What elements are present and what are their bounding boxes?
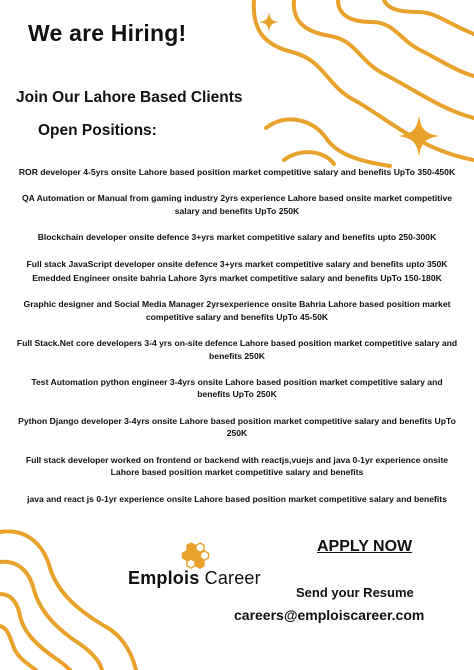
position-item: Full stack JavaScript developer onsite defence 3+yrs market competitive salary and benefits upto 350K [26,258,448,269]
position-item: Full stack developer worked on frontend or backend with reactjs,vuejs and java 0-1yr experience onsite Lahore based position market competitive salary and benefits [25,454,449,478]
positions-list [14,166,460,505]
four-point-star-icon [259,12,279,32]
position-item: Blockchain developer onsite defence 3+yrs market competitive salary and benefits upto 250-300K [37,232,437,243]
contact-email-link[interactable]: careers@emploiscareer.com [234,607,425,623]
position-item: Emedded Engineer onsite bahria Lahore 3yrs market competitive salary and benefits UpTo 150-180K [32,273,442,284]
position-item: ROR developer 4-5yrs onsite Lahore based position market competitive salary and benefits UpTo 350-450K [18,167,456,177]
positions-heading: Open Positions: [38,122,157,139]
brand-name-primary: Emplois [128,568,200,588]
hexagon-cluster-logo-icon [180,542,214,570]
brand-name [128,568,261,589]
page-title: We are Hiring! [28,20,187,46]
apply-now-link[interactable]: APPLY NOW [317,538,413,555]
position-item: QA Automation or Manual from gaming industry 2yrs experience Lahore based onsite market competitive salary and benefits UpTo 250K [21,193,453,216]
topo-swirl-bottom-left [0,520,140,670]
position-item: Full Stack.Net core developers 3-4 yrs on-site defence Lahore based position market competitive salary and benefits 250K [16,338,458,361]
four-point-star-icon [398,115,440,157]
position-item: java and react js 0-1yr experience onsite Lahore based position market competitive salary and benefits [27,493,447,504]
brand-name-secondary: Career [199,568,261,588]
send-resume-text: Send your Resume [296,585,414,600]
position-item: Python Django developer 3-4yrs onsite Lahore based position market competitive salary and benefits UpTo 250K [18,415,456,439]
position-item: Test Automation python engineer 3-4yrs onsite Lahore based position market competitive salary and benefits UpTo 250K [31,377,443,400]
position-item: Graphic designer and Social Media Manager 2yrsexperience onsite Bahria Lahore based position market competitive salary and benefits UpTo 45-50K [23,299,451,322]
page-subtitle: Join Our Lahore Based Clients [16,89,243,106]
